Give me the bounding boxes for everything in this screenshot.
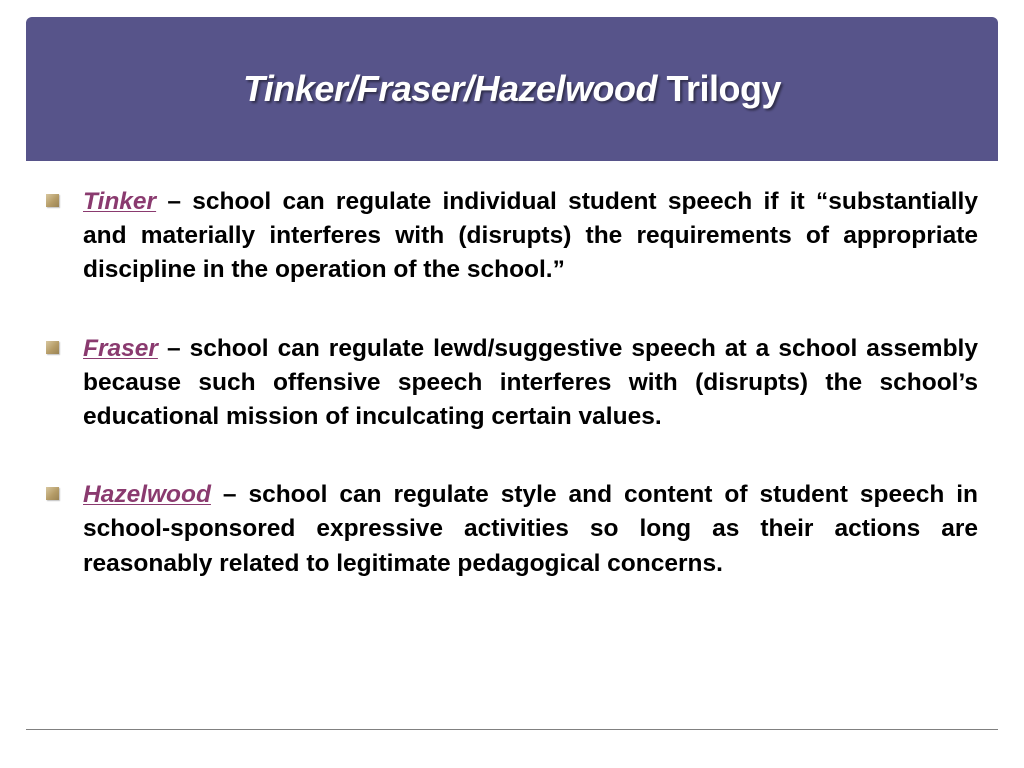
case-name-hazelwood: Hazelwood: [83, 481, 211, 509]
slide-title: [243, 68, 781, 110]
bottom-divider: [26, 729, 998, 730]
title-banner: [26, 17, 998, 161]
square-bullet-icon: [46, 194, 59, 207]
bullet-item-fraser: [46, 332, 978, 435]
slide-title-rest: Trilogy: [656, 68, 781, 109]
bullet-text-tinker: – school can regulate individual student speech if it “substantially and materially interferes with (disrupts) the requirements of appropriate discipline in the operation of the school.”: [83, 188, 978, 284]
bullet-item-hazelwood: [46, 478, 978, 581]
slide-title-italic: Tinker/Fraser/Hazelwood: [242, 68, 657, 109]
bullet-text-hazelwood: – school can regulate style and content of student speech in school-sponsored expressive activities so long as their actions are reasonably related to legitimate pedagogical concerns.: [83, 481, 978, 577]
bullet-list: [46, 185, 978, 581]
case-name-tinker: Tinker: [83, 188, 157, 215]
bullet-item-tinker: [46, 185, 978, 288]
square-bullet-icon: [46, 341, 59, 354]
case-name-fraser: Fraser: [83, 334, 158, 362]
bullet-text-fraser: – school can regulate lewd/suggestive speech at a school assembly because such offensive speech interferes with (disrupts) the school’s educational mission of inculcating certain values.: [83, 334, 978, 431]
square-bullet-icon: [46, 487, 59, 500]
